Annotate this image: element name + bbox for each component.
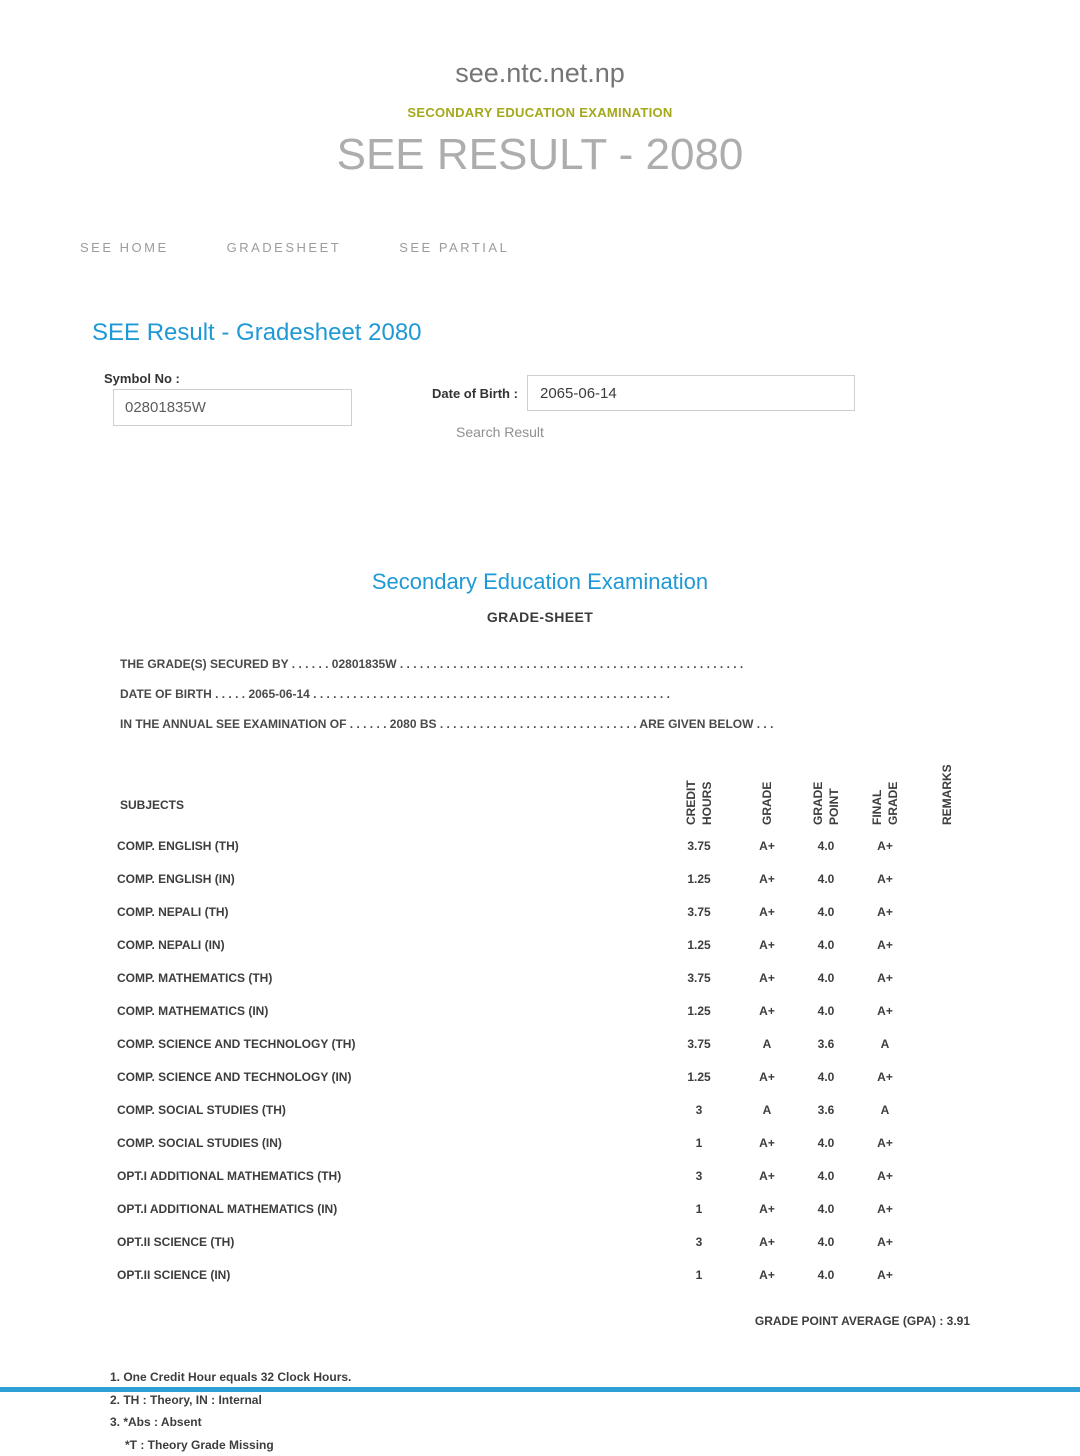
subject-cell: COMP. NEPALI (IN) bbox=[110, 929, 660, 962]
header-final-grade bbox=[856, 745, 914, 830]
grade-point-cell: 4.0 bbox=[796, 1061, 856, 1094]
remarks-cell bbox=[914, 830, 980, 863]
credit-hours-cell: 1.25 bbox=[660, 995, 738, 1028]
grade-point-cell: 4.0 bbox=[796, 830, 856, 863]
footnote: 3. *Abs : Absent bbox=[110, 1411, 1080, 1434]
table-row bbox=[110, 1160, 980, 1193]
grade-point-cell: 4.0 bbox=[796, 1226, 856, 1259]
gradesheet-subheading: GRADE-SHEET bbox=[0, 609, 1080, 625]
table-row bbox=[110, 1259, 980, 1292]
remarks-cell bbox=[914, 1259, 980, 1292]
subject-cell: COMP. SOCIAL STUDIES (IN) bbox=[110, 1127, 660, 1160]
exam-subtitle: SECONDARY EDUCATION EXAMINATION bbox=[0, 105, 1080, 120]
grade-cell: A+ bbox=[738, 1226, 796, 1259]
info-line-examination-of: IN THE ANNUAL SEE EXAMINATION OF . . . . . . 2080 BS . . . . . . . . . . . . . . . . . . . . . . . . . . . . . . ARE GIVEN BELOW . . . bbox=[120, 709, 1080, 739]
credit-hours-cell: 3.75 bbox=[660, 896, 738, 929]
subject-cell: OPT.I ADDITIONAL MATHEMATICS (TH) bbox=[110, 1160, 660, 1193]
table-row bbox=[110, 896, 980, 929]
subject-cell: COMP. NEPALI (TH) bbox=[110, 896, 660, 929]
credit-hours-cell: 1 bbox=[660, 1127, 738, 1160]
info-line-secured-by: THE GRADE(S) SECURED BY . . . . . . 02801835W . . . . . . . . . . . . . . . . . . . . . . . . . . . . . . . . . . . . . . . . . . . . . . . . . . . . bbox=[120, 649, 1080, 679]
header-grade bbox=[738, 745, 796, 830]
final-grade-cell: A+ bbox=[856, 830, 914, 863]
grades-table-body bbox=[110, 830, 980, 1292]
remarks-cell bbox=[914, 929, 980, 962]
remarks-cell bbox=[914, 863, 980, 896]
table-row bbox=[110, 962, 980, 995]
credit-hours-cell: 3 bbox=[660, 1226, 738, 1259]
nav-see-home[interactable]: SEE HOME bbox=[80, 240, 169, 255]
subject-cell: COMP. MATHEMATICS (IN) bbox=[110, 995, 660, 1028]
table-row bbox=[110, 1226, 980, 1259]
subject-cell: COMP. SOCIAL STUDIES (TH) bbox=[110, 1094, 660, 1127]
footnote: 1. One Credit Hour equals 32 Clock Hours. bbox=[110, 1366, 1080, 1389]
final-grade-cell: A+ bbox=[856, 1061, 914, 1094]
nav-gradesheet[interactable]: GRADESHEET bbox=[227, 240, 342, 255]
footnotes bbox=[110, 1366, 1080, 1456]
table-row bbox=[110, 1061, 980, 1094]
gradesheet-info bbox=[120, 649, 1080, 739]
date-of-birth-input[interactable] bbox=[527, 375, 855, 411]
grade-point-cell: 4.0 bbox=[796, 1259, 856, 1292]
table-header-row bbox=[110, 745, 980, 830]
final-grade-cell: A+ bbox=[856, 1193, 914, 1226]
header-grade-point bbox=[796, 745, 856, 830]
footnote: *T : Theory Grade Missing bbox=[110, 1434, 1080, 1456]
subject-cell: COMP. MATHEMATICS (TH) bbox=[110, 962, 660, 995]
subject-cell: COMP. SCIENCE AND TECHNOLOGY (IN) bbox=[110, 1061, 660, 1094]
subject-cell: COMP. SCIENCE AND TECHNOLOGY (TH) bbox=[110, 1028, 660, 1061]
remarks-cell bbox=[914, 1160, 980, 1193]
gradesheet-heading: Secondary Education Examination bbox=[0, 569, 1080, 595]
grade-point-cell: 4.0 bbox=[796, 1160, 856, 1193]
credit-hours-cell: 3 bbox=[660, 1094, 738, 1127]
grade-cell: A+ bbox=[738, 1193, 796, 1226]
grade-point-cell: 4.0 bbox=[796, 995, 856, 1028]
remarks-cell bbox=[914, 1061, 980, 1094]
symbol-no-label: Symbol No : bbox=[104, 371, 180, 386]
credit-hours-cell: 3.75 bbox=[660, 1028, 738, 1061]
final-grade-cell: A+ bbox=[856, 929, 914, 962]
page-title: SEE RESULT - 2080 bbox=[0, 130, 1080, 180]
table-row bbox=[110, 830, 980, 863]
table-row bbox=[110, 995, 980, 1028]
final-grade-cell: A+ bbox=[856, 896, 914, 929]
final-grade-cell: A bbox=[856, 1094, 914, 1127]
final-grade-cell: A+ bbox=[856, 962, 914, 995]
grade-point-cell: 4.0 bbox=[796, 929, 856, 962]
grade-cell: A bbox=[738, 1094, 796, 1127]
subject-cell: OPT.I ADDITIONAL MATHEMATICS (IN) bbox=[110, 1193, 660, 1226]
remarks-cell bbox=[914, 1193, 980, 1226]
credit-hours-cell: 3.75 bbox=[660, 830, 738, 863]
header-grade-label: GRADE bbox=[759, 745, 775, 825]
table-row bbox=[110, 1127, 980, 1160]
subject-cell: COMP. ENGLISH (TH) bbox=[110, 830, 660, 863]
table-row bbox=[110, 1193, 980, 1226]
header-remarks-label: REMARKS bbox=[939, 745, 955, 825]
final-grade-cell: A bbox=[856, 1028, 914, 1061]
grade-cell: A+ bbox=[738, 995, 796, 1028]
grade-cell: A+ bbox=[738, 1127, 796, 1160]
grade-point-cell: 3.6 bbox=[796, 1094, 856, 1127]
grade-cell: A+ bbox=[738, 1259, 796, 1292]
header-credit-hours-label: CREDIT HOURS bbox=[683, 745, 715, 825]
final-grade-cell: A+ bbox=[856, 863, 914, 896]
search-form bbox=[0, 369, 1080, 489]
remarks-cell bbox=[914, 896, 980, 929]
search-result-button[interactable]: Search Result bbox=[456, 424, 544, 440]
table-row bbox=[110, 863, 980, 896]
table-row bbox=[110, 1028, 980, 1061]
final-grade-cell: A+ bbox=[856, 1226, 914, 1259]
grade-point-cell: 4.0 bbox=[796, 1193, 856, 1226]
nav-see-partial[interactable]: SEE PARTIAL bbox=[399, 240, 509, 255]
final-grade-cell: A+ bbox=[856, 1127, 914, 1160]
date-of-birth-label: Date of Birth : bbox=[432, 386, 518, 401]
table-row bbox=[110, 1094, 980, 1127]
final-grade-cell: A+ bbox=[856, 995, 914, 1028]
credit-hours-cell: 1 bbox=[660, 1259, 738, 1292]
remarks-cell bbox=[914, 1127, 980, 1160]
grade-cell: A+ bbox=[738, 896, 796, 929]
credit-hours-cell: 1.25 bbox=[660, 863, 738, 896]
remarks-cell bbox=[914, 1094, 980, 1127]
header-final-grade-label: FINAL GRADE bbox=[869, 745, 901, 825]
credit-hours-cell: 1.25 bbox=[660, 1061, 738, 1094]
symbol-no-input[interactable] bbox=[113, 389, 352, 426]
remarks-cell bbox=[914, 962, 980, 995]
grade-cell: A+ bbox=[738, 863, 796, 896]
header-credit-hours bbox=[660, 745, 738, 830]
site-title: see.ntc.net.np bbox=[0, 0, 1080, 89]
remarks-cell bbox=[914, 1226, 980, 1259]
table-row bbox=[110, 929, 980, 962]
grade-point-cell: 4.0 bbox=[796, 896, 856, 929]
header-grade-point-label: GRADE POINT bbox=[810, 745, 842, 825]
grade-cell: A+ bbox=[738, 962, 796, 995]
footer-bar bbox=[0, 1387, 1080, 1392]
final-grade-cell: A+ bbox=[856, 1160, 914, 1193]
remarks-cell bbox=[914, 1028, 980, 1061]
section-title: SEE Result - Gradesheet 2080 bbox=[92, 319, 1080, 347]
grade-point-cell: 3.6 bbox=[796, 1028, 856, 1061]
header-remarks bbox=[914, 745, 980, 830]
grade-cell: A+ bbox=[738, 929, 796, 962]
final-grade-cell: A+ bbox=[856, 1259, 914, 1292]
subject-cell: OPT.II SCIENCE (IN) bbox=[110, 1259, 660, 1292]
info-line-date-of-birth: DATE OF BIRTH . . . . . 2065-06-14 . . . . . . . . . . . . . . . . . . . . . . . . . . . . . . . . . . . . . . . . . . . . . . . . . . . . . . bbox=[120, 679, 1080, 709]
grade-point-cell: 4.0 bbox=[796, 863, 856, 896]
grades-table bbox=[110, 745, 980, 1292]
grade-cell: A+ bbox=[738, 1061, 796, 1094]
main-nav bbox=[80, 240, 1080, 255]
grade-point-cell: 4.0 bbox=[796, 1127, 856, 1160]
grade-cell: A+ bbox=[738, 830, 796, 863]
grade-cell: A bbox=[738, 1028, 796, 1061]
subject-cell: COMP. ENGLISH (IN) bbox=[110, 863, 660, 896]
remarks-cell bbox=[914, 995, 980, 1028]
gpa-summary: GRADE POINT AVERAGE (GPA) : 3.91 bbox=[0, 1314, 970, 1328]
credit-hours-cell: 1.25 bbox=[660, 929, 738, 962]
credit-hours-cell: 3 bbox=[660, 1160, 738, 1193]
subject-cell: OPT.II SCIENCE (TH) bbox=[110, 1226, 660, 1259]
grade-cell: A+ bbox=[738, 1160, 796, 1193]
grade-point-cell: 4.0 bbox=[796, 962, 856, 995]
footnote: 2. TH : Theory, IN : Internal bbox=[110, 1389, 1080, 1412]
credit-hours-cell: 1 bbox=[660, 1193, 738, 1226]
credit-hours-cell: 3.75 bbox=[660, 962, 738, 995]
header-subjects: SUBJECTS bbox=[110, 745, 660, 830]
